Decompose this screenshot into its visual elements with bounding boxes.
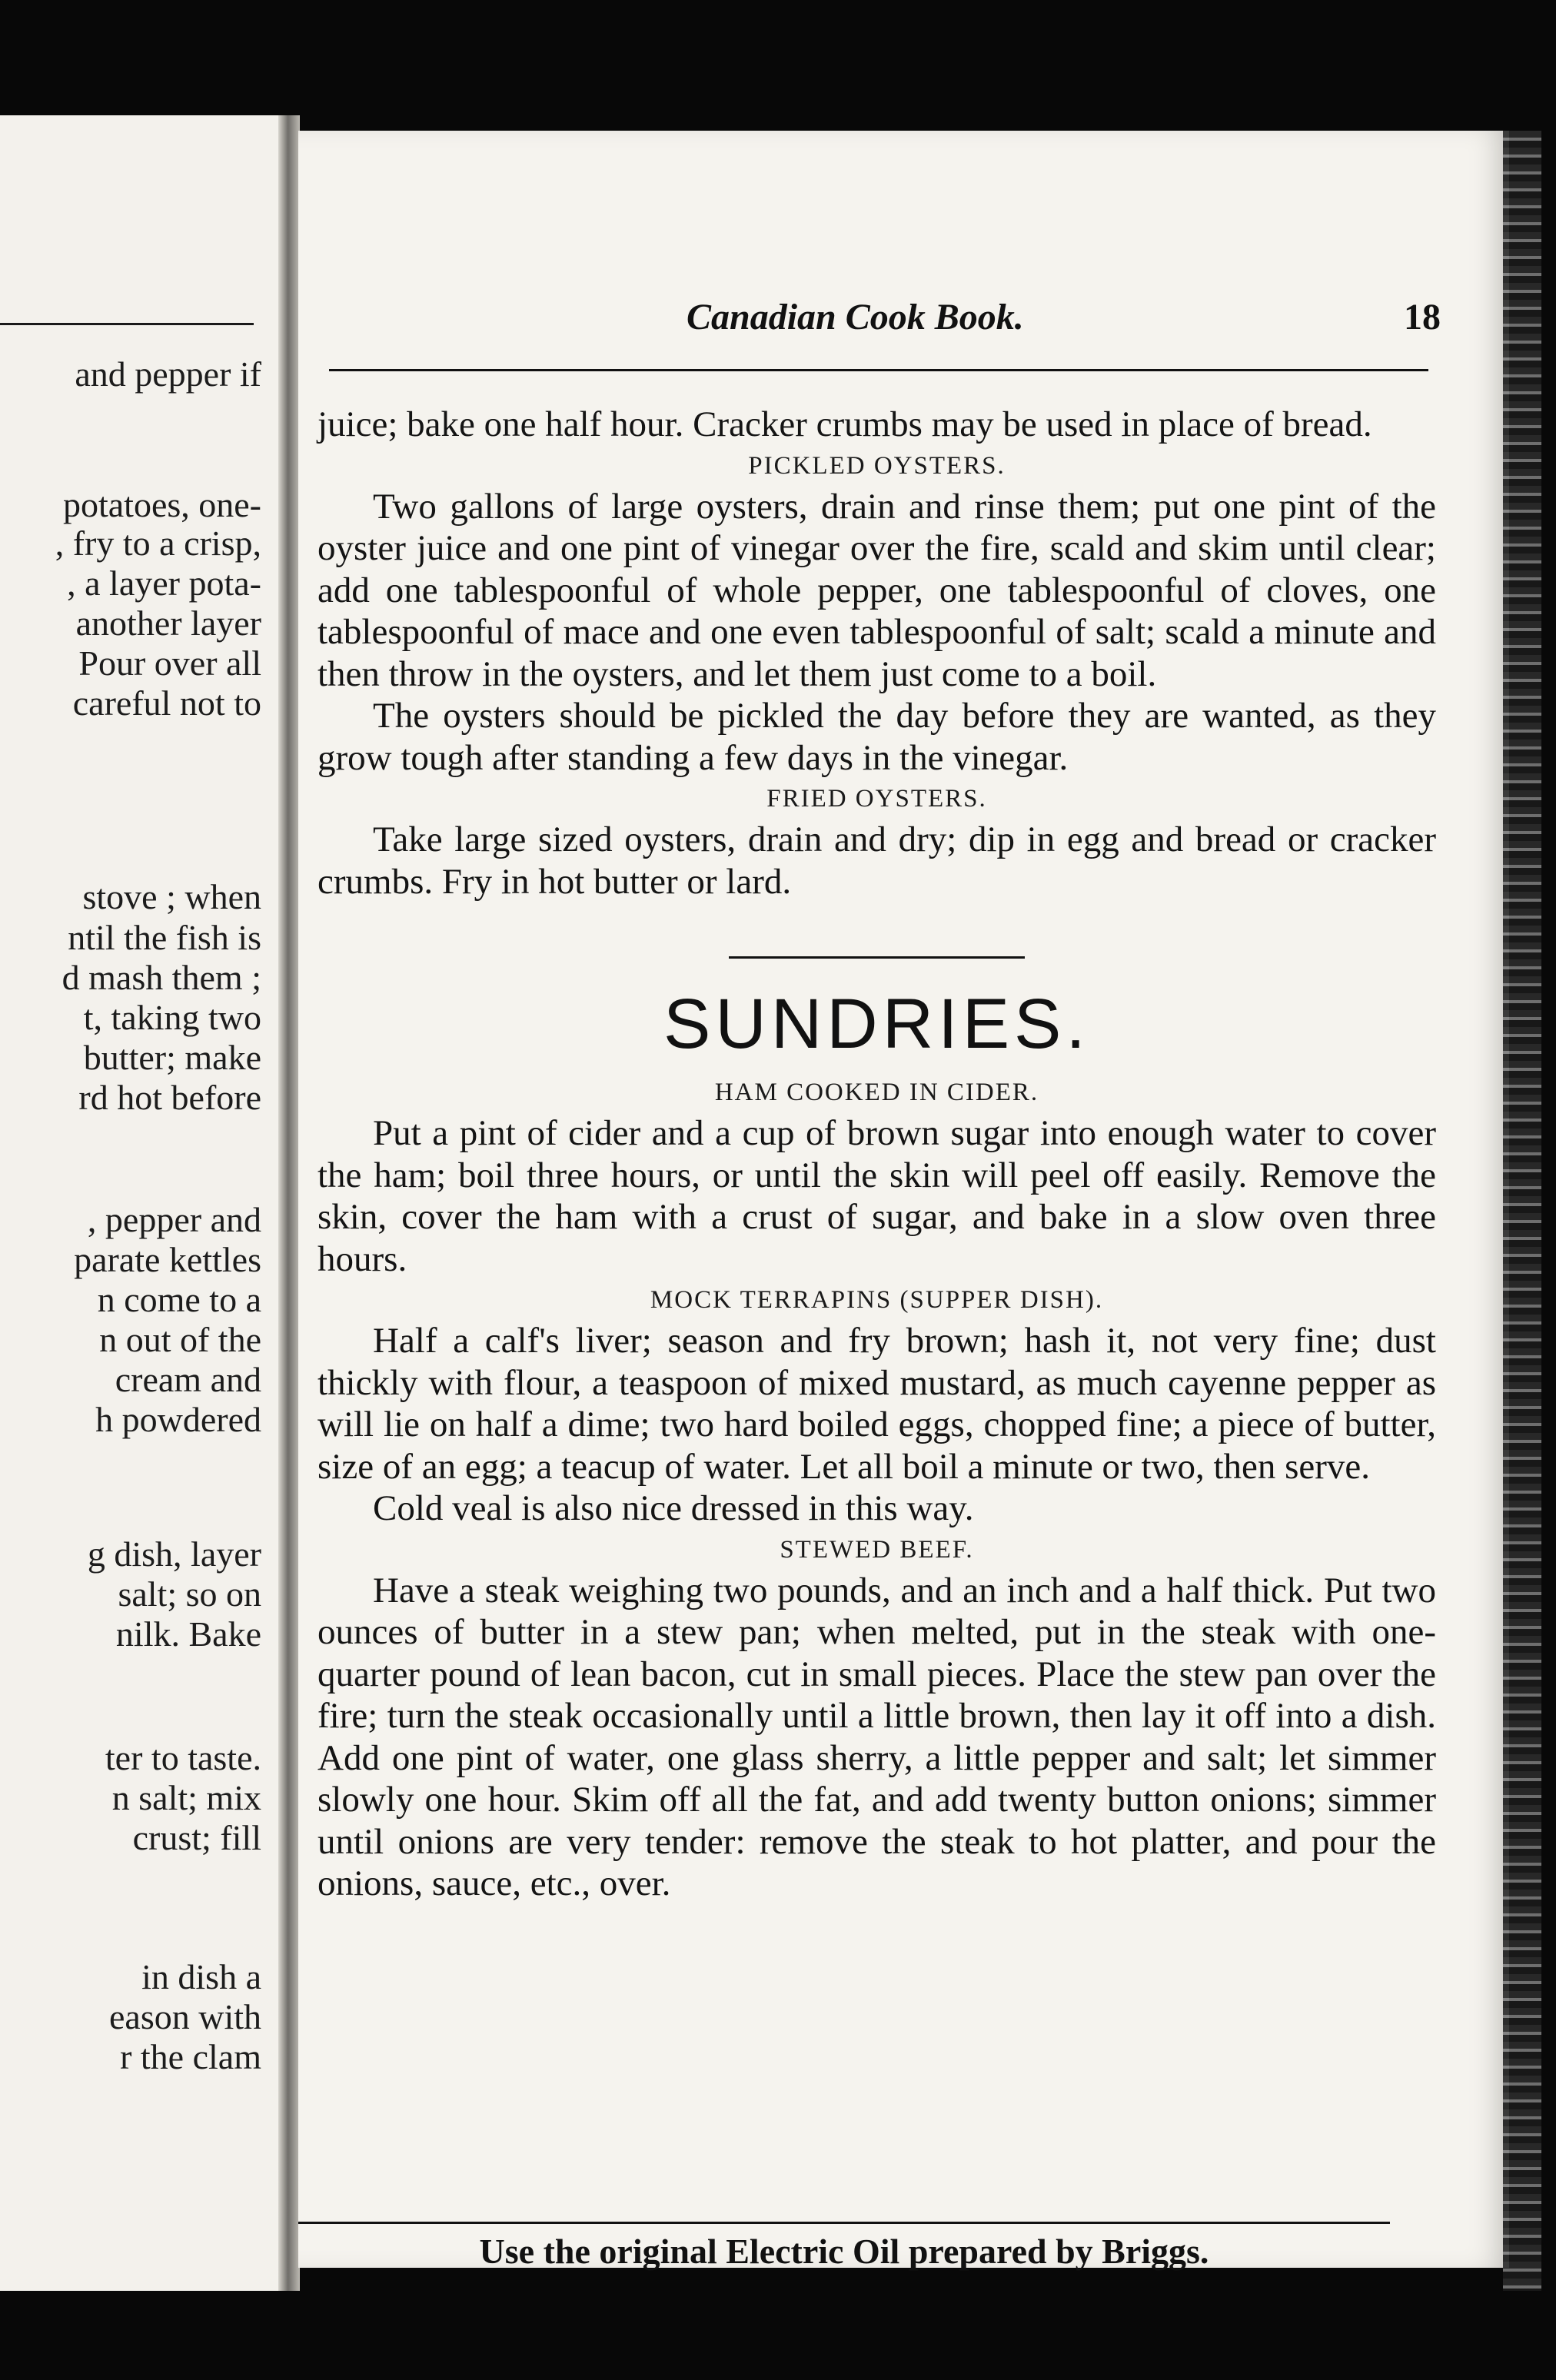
left-page-line: n out of the [99, 1320, 261, 1359]
left-page-rule [0, 323, 254, 325]
book-gutter [278, 115, 300, 2291]
left-page-line: , pepper and [87, 1200, 261, 1239]
left-page-line: t, taking two [83, 998, 261, 1037]
pickled-oysters-note: The oysters should be pickled the day before they are wanted, as they grow tough after standing a few days in the vinegar. [318, 696, 1436, 778]
left-page-line: ntil the fish is [68, 918, 261, 957]
left-page-line: n salt; mix [111, 1778, 261, 1817]
left-page-line: g dish, layer [87, 1534, 261, 1574]
left-page-line: butter; make [83, 1038, 261, 1077]
header-rule [329, 369, 1428, 371]
fried-oysters-heading: FRIED OYSTERS. [766, 785, 987, 813]
stewed-beef-paragraph: Have a steak weighing two pounds, and an inch and a half thick. Put two ounces of butter in a stew pan; when melted, put in the steak with one-quarter pound of lean bacon, cut in small pieces. Place the stew pan over the fire; turn the steak occasionally until a little brown, then lay it off into a dish. Add one pint of water, one glass sherry, a little pepper and salt; let simmer slowly one hour. Skim off all the fat, and add twenty button onions; simmer until onions are very tender: remove the steak to hot platter, and pour the onions, sauce, etc., over. [318, 1570, 1436, 1903]
left-page-line: , a layer pota- [67, 563, 261, 603]
running-title: Canadian Cook Book. [687, 297, 1024, 337]
left-page-line: careful not to [72, 683, 261, 723]
left-page-line: another layer [75, 603, 261, 643]
left-page-line: , fry to a crisp, [55, 524, 261, 563]
mock-terrapins-note: Cold veal is also nice dressed in this way. [373, 1488, 974, 1528]
page-edges [1503, 131, 1541, 2291]
section-title: SUNDRIES. [663, 985, 1090, 1063]
fried-oysters-paragraph: Take large sized oysters, drain and dry; dip in egg and bread or cracker crumbs. Fry in hot butter or lard. [318, 819, 1436, 902]
pickled-oysters-paragraph: Two gallons of large oysters, drain and rinse them; put one pint of the oyster juice and one pint of vinegar over the fire, scald and skim until clear; add one tablespoonful of whole pepper, one tablespoonful of cloves, one tablespoonful of mace and one even tablespoonful of salt; scald a minute and then throw in the oysters, and let them just come to a boil. [318, 486, 1436, 694]
page-body [318, 404, 1436, 1905]
page-header [298, 296, 1509, 350]
left-page-line: rd hot before [78, 1078, 261, 1117]
section-divider [729, 956, 1025, 959]
left-page-line: eason with [108, 1997, 261, 2036]
left-page-line: in dish a [141, 1957, 261, 1996]
left-page-line: and pepper if [75, 354, 261, 394]
page-number: 18 [1404, 297, 1441, 337]
footer-rule [298, 2222, 1390, 2224]
left-page-line: h powdered [95, 1400, 261, 1439]
left-page-line: ter to taste. [105, 1738, 261, 1777]
left-page-line: parate kettles [74, 1240, 261, 1279]
pickled-oysters-heading: PICKLED OYSTERS. [748, 451, 1006, 480]
footer-advertisement: Use the original Electric Oil prepared by Briggs. [479, 2232, 1209, 2271]
ham-cider-paragraph: Put a pint of cider and a cup of brown sugar into enough water to cover the ham; boil three hours, or until the skin will peel off easily. Remove the skin, cover the ham with a crust of sugar, and bake in a slow oven three hours. [318, 1113, 1436, 1279]
mock-terrapins-heading: MOCK TERRAPINS (SUPPER DISH). [650, 1286, 1104, 1314]
stewed-beef-heading: STEWED BEEF. [780, 1535, 974, 1564]
left-page-line: stove ; when [82, 877, 261, 916]
left-page-line: n come to a [97, 1280, 261, 1319]
left-page-line: d mash them ; [62, 958, 261, 997]
intro-paragraph: juice; bake one half hour. Cracker crumbs may be used in place of bread. [318, 404, 1372, 444]
right-page [298, 131, 1509, 2271]
left-page-line: crust; fill [132, 1818, 261, 1857]
left-page-line: Pour over all [78, 643, 261, 683]
left-page-line: r the clam [120, 2037, 261, 2076]
left-facing-page [0, 115, 288, 2291]
left-page-line: cream and [115, 1360, 261, 1399]
left-page-line: nilk. Bake [115, 1614, 261, 1654]
mock-terrapins-paragraph: Half a calf's liver; season and fry brown; hash it, not very fine; dust thickly with flour, a teaspoon of mixed mustard, as much cayenne pepper as will lie on half a dime; two hard boiled eggs, chopped fine; a piece of butter, size of an egg; a teacup of water. Let all boil a minute or two, then serve. [318, 1321, 1436, 1487]
left-page-line: salt; so on [118, 1574, 261, 1614]
left-page-line: potatoes, one- [62, 485, 261, 524]
ham-cider-heading: HAM COOKED IN CIDER. [714, 1079, 1039, 1106]
